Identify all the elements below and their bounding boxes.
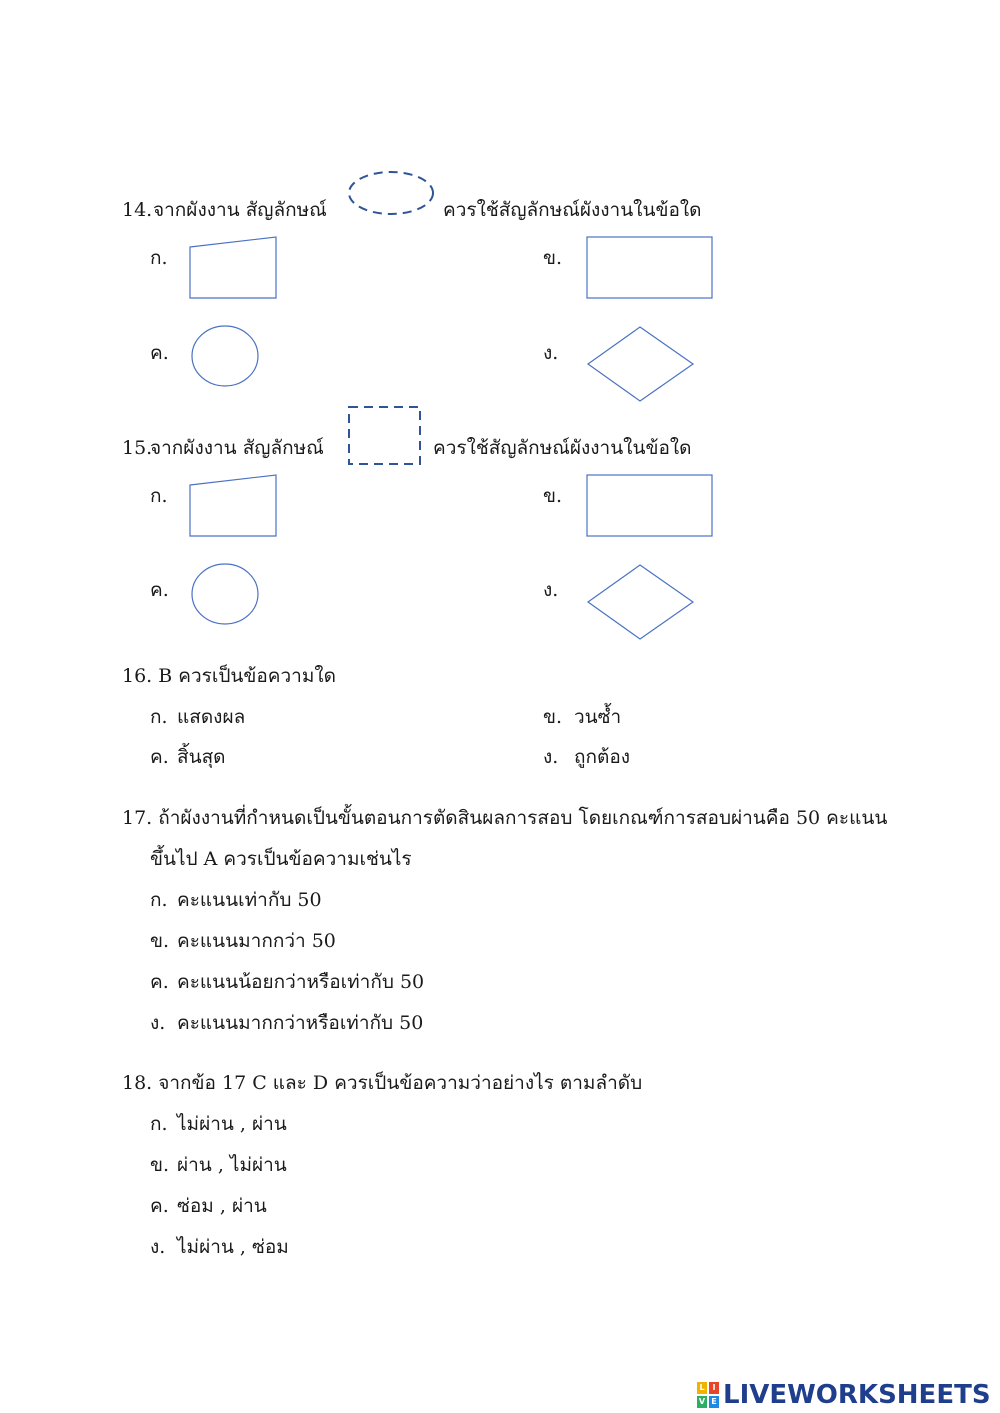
- q18-question: 18. จากข้อ 17 C และ D ควรเป็นข้อความว่าอย่างไร ตามลำดับ: [122, 1072, 643, 1094]
- q15-option-b-label[interactable]: ข.: [543, 485, 563, 507]
- q18-option-a-text[interactable]: ไม่ผ่าน , ผ่าน: [177, 1113, 287, 1135]
- q17-option-c-text[interactable]: คะแนนน้อยกว่าหรือเท่ากับ 50: [177, 971, 425, 993]
- q17-option-c-label[interactable]: ค.: [150, 971, 169, 993]
- q16-option-b-label[interactable]: ข.: [543, 706, 563, 728]
- q16-option-d-label[interactable]: ง.: [543, 746, 559, 768]
- q16-option-a-text[interactable]: แสดงผล: [177, 706, 246, 728]
- q17-option-d-text[interactable]: คะแนนมากกว่าหรือเท่ากับ 50: [177, 1012, 424, 1034]
- q15-option-d-label[interactable]: ง.: [543, 579, 559, 601]
- q15-manual-input-shape[interactable]: [189, 474, 279, 540]
- brand-mark-e: E: [709, 1396, 719, 1408]
- q15-circle-shape[interactable]: [191, 563, 261, 627]
- q14-option-b-label[interactable]: ข.: [543, 247, 563, 269]
- q17-option-a-label[interactable]: ก.: [150, 889, 168, 911]
- q17-option-b-label[interactable]: ข.: [150, 930, 170, 952]
- q18-option-a-label[interactable]: ก.: [150, 1113, 168, 1135]
- q15-option-c-label[interactable]: ค.: [150, 579, 169, 601]
- q14-stem-after: ควรใช้สัญลักษณ์ผังงานในข้อใด: [443, 199, 702, 221]
- q15-rectangle-shape[interactable]: [586, 474, 716, 540]
- liveworksheets-mark-icon: [697, 1382, 719, 1408]
- q14-circle-shape[interactable]: [191, 325, 261, 389]
- q15-diamond-shape[interactable]: [587, 564, 697, 642]
- q14-number: 14.: [122, 199, 153, 221]
- q17-option-b-text[interactable]: คะแนนมากกว่า 50: [177, 930, 336, 952]
- q14-option-c-label[interactable]: ค.: [150, 342, 169, 364]
- q18-option-c-label[interactable]: ค.: [150, 1195, 169, 1217]
- dashed-terminator-symbol: [348, 171, 436, 217]
- brand-mark-i: I: [709, 1382, 719, 1394]
- q16-option-c-text[interactable]: สิ้นสุด: [177, 746, 226, 768]
- q14-option-a-label[interactable]: ก.: [150, 247, 168, 269]
- liveworksheets-logo[interactable]: [697, 1378, 991, 1412]
- q15-option-a-label[interactable]: ก.: [150, 485, 168, 507]
- q17-question-line1: 17. ถ้าผังงานที่กำหนดเป็นขั้นตอนการตัดสินผลการสอบ โดยเกณฑ์การสอบผ่านคือ 50 คะแนน: [122, 807, 888, 829]
- q16-option-a-label[interactable]: ก.: [150, 706, 168, 728]
- q14-option-d-label[interactable]: ง.: [543, 342, 559, 364]
- q17-question-line2: ขึ้นไป A ควรเป็นข้อความเช่นไร: [150, 848, 412, 870]
- q18-option-b-text[interactable]: ผ่าน , ไม่ผ่าน: [177, 1154, 287, 1176]
- q15-stem-after: ควรใช้สัญลักษณ์ผังงานในข้อใด: [433, 437, 692, 459]
- brand-mark-v: V: [698, 1397, 706, 1406]
- q18-option-b-label[interactable]: ข.: [150, 1154, 170, 1176]
- q18-option-d-text[interactable]: ไม่ผ่าน , ซ่อม: [177, 1236, 289, 1258]
- brand-mark-l: L: [697, 1382, 707, 1394]
- q16-option-c-label[interactable]: ค.: [150, 746, 169, 768]
- dashed-process-symbol: [347, 405, 423, 467]
- q17-option-d-label[interactable]: ง.: [150, 1012, 166, 1034]
- q15-stem-before: จากผังงาน สัญลักษณ์: [150, 437, 324, 459]
- q18-option-c-text[interactable]: ซ่อม , ผ่าน: [177, 1195, 267, 1217]
- q16-option-d-text[interactable]: ถูกต้อง: [574, 746, 631, 768]
- q15-number: 15.: [122, 437, 153, 459]
- q14-stem-before: จากผังงาน สัญลักษณ์: [153, 199, 327, 221]
- brand-name: LIVEWORKSHEETS: [723, 1380, 991, 1410]
- q17-option-a-text[interactable]: คะแนนเท่ากับ 50: [177, 889, 322, 911]
- q14-diamond-shape[interactable]: [587, 326, 697, 404]
- q16-question: 16. B ควรเป็นข้อความใด: [122, 665, 336, 687]
- q14-manual-input-shape[interactable]: [189, 236, 279, 302]
- q18-option-d-label[interactable]: ง.: [150, 1236, 166, 1258]
- q14-rectangle-shape[interactable]: [586, 236, 716, 302]
- q16-option-b-text[interactable]: วนซ้ำ: [574, 706, 622, 728]
